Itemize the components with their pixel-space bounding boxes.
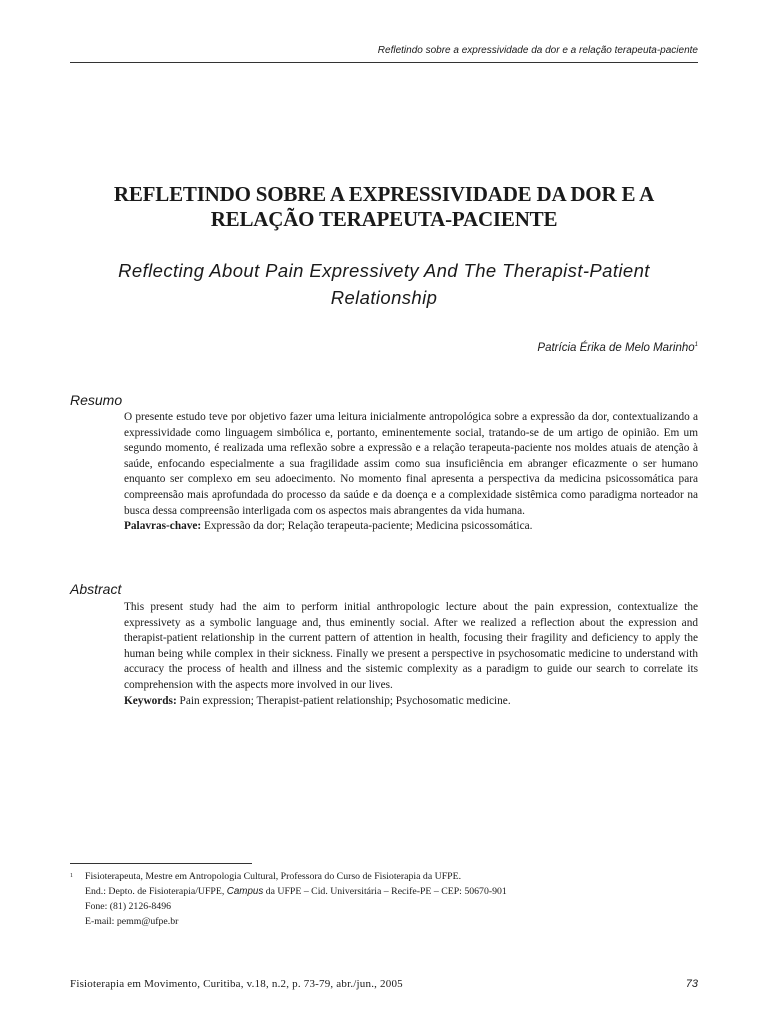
- footnote-email: E-mail: pemm@ufpe.br: [85, 916, 179, 927]
- abstract-heading: Abstract: [70, 581, 122, 597]
- running-head: Refletindo sobre a expressividade da dor e a relação terapeuta-paciente: [377, 45, 698, 56]
- abstract-body: This present study had the aim to perform initial anthropologic lecture about the pain expression, contextualize the expressivety as a symbolic language and, thus eminently social. After we realized a reflection about the expression and therapist-patient relationship in the current pattern of attention in health, focusing their fragility and deficiency to apply the human being while complex in their sickness. Finally we present a perspective in psychosomatic medicine to understand with accuracy the process of health and illness and the sistemic complexity as a paradigm to guide our search to correlate its comprehension with the aspects more involved in our lives.: [124, 601, 698, 691]
- author-name: Patrícia Érika de Melo Marinho: [537, 342, 695, 354]
- footnote-credentials: Fisioterapeuta, Mestre em Antropologia Cultural, Professora do Curso de Fisioterapia da UFPE.: [85, 871, 462, 882]
- footnote-phone: Fone: (81) 2126-8496: [85, 901, 171, 912]
- page-number: 73: [685, 978, 698, 990]
- footnote-address-pre: End.: Depto. de Fisioterapia/UFPE,: [85, 886, 227, 897]
- header-divider: [70, 62, 698, 63]
- resumo-body: O presente estudo teve por objetivo fazer uma leitura inicialmente antropológica sobre a expressão da dor, contextualizando a expressividade como linguagem simbólica e, portanto, eminentemente social, tratando-se de um artigo de opinião. Em um segundo momento, é realizada uma reflexão sobre a expressão e a relação terapeuta-paciente nos moldes atuais de atenção à saúde, enfocando especialmente a sua fragilidade assim como sua insuficiência em abranger eficazmente o ser humano enquanto ser complexo em seu adoecimento. No momento final apresenta a perspectiva da medicina psicossomática para compreensão mais aprofundada do processo da saúde e da doença e a complexidade sistêmica como paradigma norteador na busca dessa compreensão interligada com os aspectos mais abrangentes da vida humana.: [124, 411, 698, 517]
- footnote-address: [85, 884, 507, 899]
- journal-citation: Fisioterapia em Movimento, Curitiba, v.18, n.2, p. 73-79, abr./jun., 2005: [70, 978, 403, 990]
- article-title: REFLETINDO SOBRE A EXPRESSIVIDADE DA DOR E A RELAÇÃO TERAPEUTA-PACIENTE: [113, 182, 655, 231]
- abstract-keywords-text: Pain expression; Therapist-patient relationship; Psychosomatic medicine.: [176, 694, 511, 707]
- resumo-keywords: [124, 519, 698, 535]
- article-subtitle: Reflecting About Pain Expressivety And The Therapist-Patient Relationship: [118, 260, 650, 308]
- footnote-divider: [70, 863, 252, 864]
- abstract-keywords: [124, 694, 698, 710]
- resumo-heading: Resumo: [70, 392, 123, 408]
- footnote-address-campus: Campus: [226, 886, 264, 897]
- resumo-keywords-label: Palavras-chave:: [124, 520, 202, 533]
- footnote-address-post: da UFPE – Cid. Universitária – Recife-PE – CEP: 50670-901: [263, 886, 507, 897]
- author-line: [537, 342, 698, 354]
- author-footnote-mark: 1: [694, 342, 698, 349]
- abstract-keywords-label: Keywords:: [124, 694, 177, 707]
- resumo-section: [124, 410, 698, 535]
- footnote-mark: 1: [70, 873, 73, 879]
- footnote: [70, 869, 507, 929]
- resumo-keywords-text: Expressão da dor; Relação terapeuta-paciente; Medicina psicossomática.: [201, 520, 533, 533]
- abstract-section: [124, 600, 698, 709]
